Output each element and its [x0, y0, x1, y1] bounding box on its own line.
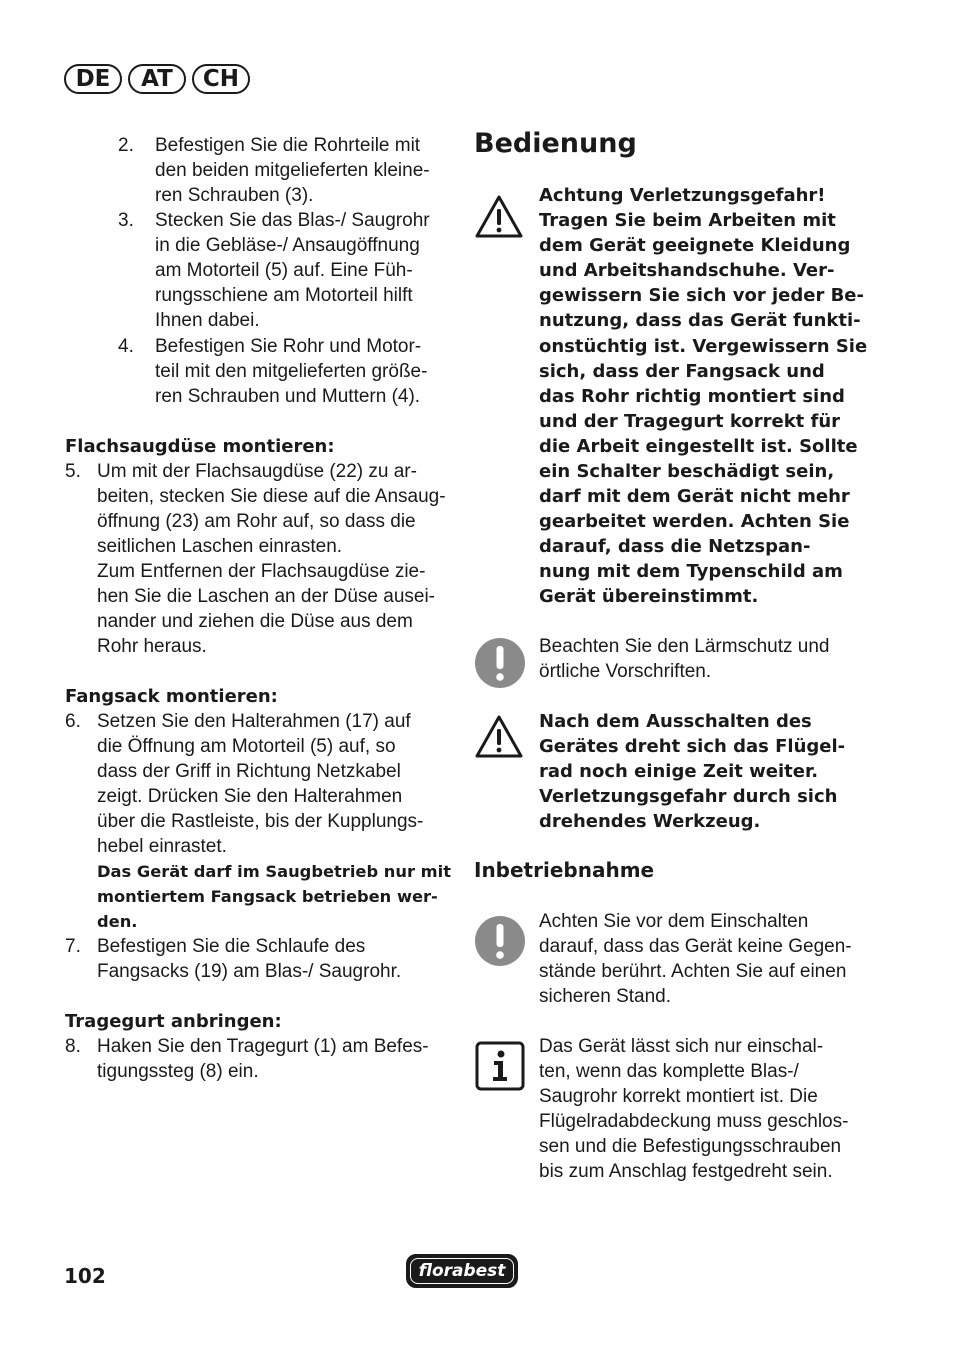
info-text: Saugrohr korrekt montiert ist. Die: [539, 1086, 818, 1107]
florabest-logo: [406, 1254, 518, 1288]
logo-text: florabest: [410, 1258, 514, 1284]
warning-text: Verletzungsgefahr durch sich: [539, 786, 838, 807]
note-text: Beachten Sie den Lärmschutz und: [539, 636, 830, 657]
info-icon: [474, 1040, 526, 1092]
badge-at: AT: [128, 64, 186, 94]
step-text: Setzen Sie den Halterahmen (17) auf: [97, 711, 411, 732]
step-text: teil mit den mitgelieferten größe-: [155, 361, 428, 382]
note-text: stände berührt. Achten Sie auf einen: [539, 961, 847, 982]
warning-text: onstüchtig ist. Vergewissern Sie: [539, 336, 868, 357]
step-text: ren Schrauben und Muttern (4).: [155, 386, 421, 407]
section-heading-tragegurt: Tragegurt anbringen:: [65, 1011, 282, 1032]
warning-text: darauf, dass die Netzspan-: [539, 536, 811, 557]
step-text: Fangsacks (19) am Blas-/ Saugrohr.: [97, 961, 402, 982]
step-text: Haken Sie den Tragegurt (1) am Befes-: [97, 1036, 429, 1057]
section-heading-fangsack: Fangsack montieren:: [65, 686, 278, 707]
warning-text: Achtung Verletzungsgefahr!: [539, 185, 826, 206]
step-text: Befestigen Sie die Rohrteile mit: [155, 135, 421, 156]
step-text: seitlichen Laschen einrasten.: [97, 536, 343, 557]
step-text: rungsschiene am Motorteil hilft: [155, 285, 413, 306]
bold-notice: montiertem Fangsack betrieben wer-: [97, 887, 438, 906]
note-text: darauf, dass das Gerät keine Gegen-: [539, 936, 852, 957]
warning-text: Gerät übereinstimmt.: [539, 586, 759, 607]
step-text: Befestigen Sie die Schlaufe des: [97, 936, 366, 957]
step-number: 6.: [65, 711, 81, 732]
step-text: hen Sie die Laschen an der Düse ausei-: [97, 586, 436, 607]
warning-triangle-icon: [473, 192, 525, 244]
badge-de: DE: [64, 64, 122, 94]
warning-text: gearbeitet werden. Achten Sie: [539, 511, 850, 532]
step-number: 3.: [118, 210, 134, 231]
step-text: öffnung (23) am Rohr auf, so dass die: [97, 511, 416, 532]
step-text: hebel einrastet.: [97, 836, 227, 857]
badge-ch: CH: [192, 64, 250, 94]
info-text: Flügelradabdeckung muss geschlos-: [539, 1111, 849, 1132]
step-text: Befestigen Sie Rohr und Motor-: [155, 336, 422, 357]
country-badges: [64, 64, 250, 94]
step-text: beiten, stecken Sie diese auf die Ansaug-: [97, 486, 446, 507]
step-text: dass der Griff in Richtung Netzkabel: [97, 761, 401, 782]
warning-text: drehendes Werkzeug.: [539, 811, 761, 832]
step-number: 4.: [118, 336, 134, 357]
step-number: 5.: [65, 461, 81, 482]
step-number: 8.: [65, 1036, 81, 1057]
info-text: ten, wenn das komplette Blas-/: [539, 1061, 799, 1082]
warning-text: dem Gerät geeignete Kleidung: [539, 235, 851, 256]
warning-text: Tragen Sie beim Arbeiten mit: [539, 210, 836, 231]
warning-text: und der Tragegurt korrekt für: [539, 411, 841, 432]
step-text: Rohr heraus.: [97, 636, 207, 657]
warning-text: ein Schalter beschädigt sein,: [539, 461, 835, 482]
section-heading-flachsaugduese: Flachsaugdüse montieren:: [65, 436, 335, 457]
warning-text: die Arbeit eingestellt ist. Sollte: [539, 436, 858, 457]
warning-text: das Rohr richtig montiert sind: [539, 386, 845, 407]
step-text: ren Schrauben (3).: [155, 185, 314, 206]
step-text: Ihnen dabei.: [155, 310, 260, 331]
exclamation-circle-icon: [474, 915, 526, 967]
info-text: sen und die Befestigungsschrauben: [539, 1136, 842, 1157]
section-heading-inbetriebnahme: Inbetriebnahme: [474, 858, 655, 882]
warning-text: Nach dem Ausschalten des: [539, 711, 812, 732]
bold-notice: Das Gerät darf im Saugbetrieb nur mit: [97, 862, 451, 881]
step-text: tigungssteg (8) ein.: [97, 1061, 259, 1082]
step-text: über die Rastleiste, bis der Kupplungs-: [97, 811, 424, 832]
page-number: 102: [64, 1264, 106, 1288]
step-text: zeigt. Drücken Sie den Halterahmen: [97, 786, 403, 807]
step-text: den beiden mitgelieferten kleine-: [155, 160, 430, 181]
note-text: Achten Sie vor dem Einschalten: [539, 911, 809, 932]
step-text: Um mit der Flachsaugdüse (22) zu ar-: [97, 461, 417, 482]
info-text: Das Gerät lässt sich nur einschal-: [539, 1036, 824, 1057]
bold-notice: den.: [97, 912, 138, 931]
info-text: bis zum Anschlag festgedreht sein.: [539, 1161, 833, 1182]
warning-triangle-icon: [473, 712, 525, 764]
step-number: 7.: [65, 936, 81, 957]
warning-text: nutzung, dass das Gerät funkti-: [539, 310, 861, 331]
warning-text: sich, dass der Fangsack und: [539, 361, 825, 382]
step-text: am Motorteil (5) auf. Eine Füh-: [155, 260, 413, 281]
step-text: Zum Entfernen der Flachsaugdüse zie-: [97, 561, 426, 582]
note-text: sicheren Stand.: [539, 986, 672, 1007]
step-text: in die Gebläse-/ Ansaugöffnung: [155, 235, 420, 256]
warning-text: darf mit dem Gerät nicht mehr: [539, 486, 850, 507]
warning-text: Gerätes dreht sich das Flügel-: [539, 736, 846, 757]
warning-text: und Arbeitshandschuhe. Ver-: [539, 260, 835, 281]
step-text: Stecken Sie das Blas-/ Saugrohr: [155, 210, 430, 231]
exclamation-circle-icon: [474, 637, 526, 689]
step-text: die Öffnung am Motorteil (5) auf, so: [97, 736, 396, 757]
note-text: örtliche Vorschriften.: [539, 661, 712, 682]
page-title: Bedienung: [474, 128, 637, 159]
warning-text: rad noch einige Zeit weiter.: [539, 761, 819, 782]
step-number: 2.: [118, 135, 134, 156]
warning-text: gewissern Sie sich vor jeder Be-: [539, 285, 864, 306]
warning-text: nung mit dem Typenschild am: [539, 561, 843, 582]
step-text: nander und ziehen die Düse aus dem: [97, 611, 413, 632]
